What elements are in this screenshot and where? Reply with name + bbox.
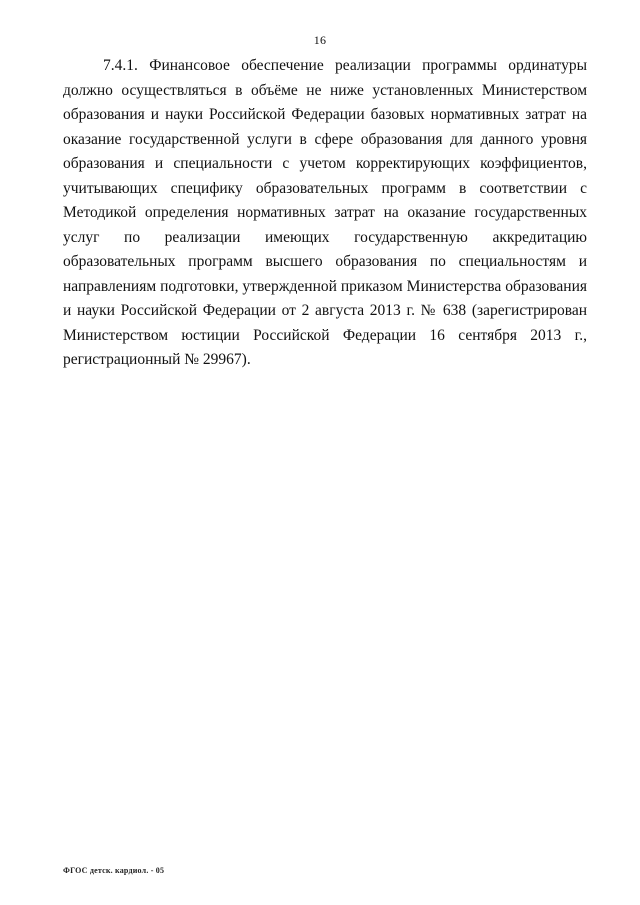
section-number: 7.4.1. bbox=[103, 57, 138, 74]
paragraph-7-4-1 bbox=[63, 54, 587, 373]
paragraph-text: Финансовое обеспечение реализации программы ординатуры должно осуществляться в объёме не ниже установленных Министерством образования и науки Российской Федерации базовых нормативных затрат на оказание государственной услуги в сфере образования для данного уровня образования и специальности с учетом корректирующих коэффициентов, учитывающих специфику образовательных программ в соответствии с Методикой определения нормативных затрат на оказание государственных услуг по реализации имеющих государственную аккредитацию образовательных программ высшего образования по специальностям и направлениям подготовки, утвержденной приказом Министерства образования и науки Российской Федерации от 2 августа 2013 г. № 638 (зарегистрирован Министерством юстиции Российской Федерации 16 сентября 2013 г., регистрационный № 29967). bbox=[63, 57, 587, 368]
page-number: 16 bbox=[313, 33, 327, 47]
footer-document-code: ФГОС детск. кардиол. - 05 bbox=[63, 866, 165, 875]
